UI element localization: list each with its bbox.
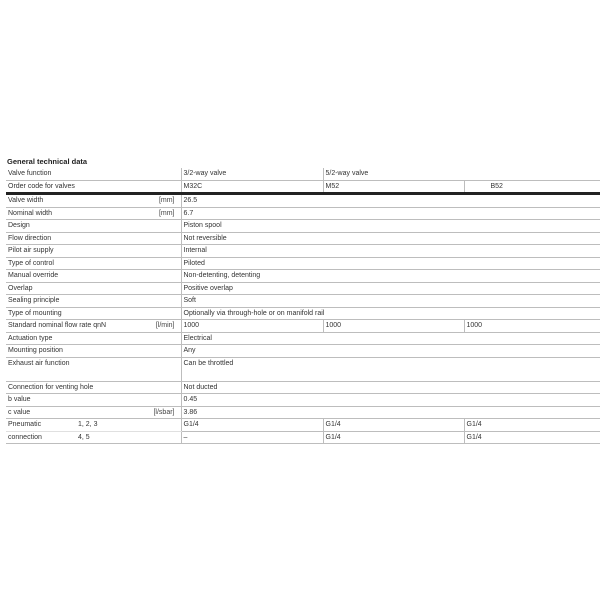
value-mounting-type: Optionally via through-hole or on manifold rail [181,307,600,320]
unit-l-min: [l/min] [155,322,175,329]
value-design: Piston spool [181,220,600,233]
row-flow-direction [6,232,600,245]
label-mounting-type: Type of mounting [6,307,181,320]
code-m32c: M32C [181,180,323,194]
row-sealing [6,295,600,308]
value-mounting-position: Any [181,345,600,358]
label-manual-override: Manual override [6,270,181,283]
row-exhaust [6,357,600,381]
header-3-2-way: 3/2-way valve [181,168,323,180]
value-pneumatic-b-b52: G1/4 [464,431,600,444]
label-actuation: Actuation type [6,332,181,345]
value-pilot-air: Internal [181,245,600,258]
label-pneumatic-a: Pneumatic 1, 2, 3 [6,419,181,432]
value-pneumatic-b-m52: G1/4 [323,431,464,444]
label-exhaust: Exhaust air function [6,357,181,381]
value-exhaust: Can be throttled [181,357,600,381]
label-pneumatic-b: connection 4, 5 [6,431,181,444]
value-c-value: 3.86 [181,406,600,419]
header-5-2-way: 5/2-way valve [323,168,600,180]
unit-mm: [mm] [158,197,175,204]
row-venting [6,381,600,394]
row-valve-function [6,168,600,180]
value-venting: Not ducted [181,381,600,394]
code-m52: M52 [323,180,464,194]
row-pneumatic-b [6,431,600,444]
label-nominal-width: Nominal width [mm] [6,207,181,220]
label-valve-function: Valve function [6,168,181,180]
row-mounting-type [6,307,600,320]
value-sealing: Soft [181,295,600,308]
ports-4-5: 4, 5 [78,433,90,441]
label-c-value: c value [l/sbar] [6,406,181,419]
row-pilot-air [6,245,600,258]
value-pneumatic-a-m52: G1/4 [323,419,464,432]
unit-mm: [mm] [158,209,175,217]
value-actuation: Electrical [181,332,600,345]
label-mounting-position: Mounting position [6,345,181,358]
value-pneumatic-b-m32c: – [181,431,323,444]
value-nominal-width: 6.7 [181,207,600,220]
row-overlap [6,282,600,295]
row-valve-width [6,194,600,208]
row-flow-rate [6,320,600,333]
value-valve-width: 26.5 [181,194,600,208]
label-flow-direction: Flow direction [6,232,181,245]
label-valve-width: Valve width [mm] [6,194,181,208]
label-b-value: b value [6,394,181,407]
row-order-code [6,180,600,194]
row-pneumatic-a [6,419,600,432]
technical-data-table [6,168,600,444]
row-actuation [6,332,600,345]
technical-data-sheet [6,156,600,444]
value-manual-override: Non-detenting, detenting [181,270,600,283]
row-b-value [6,394,600,407]
value-flow-rate-m32c: 1000 [181,320,323,333]
unit-l-sbar: [l/sbar] [153,408,175,416]
label-design: Design [6,220,181,233]
label-venting: Connection for venting hole [6,381,181,394]
label-sealing: Sealing principle [6,295,181,308]
label-pilot-air: Pilot air supply [6,245,181,258]
value-pneumatic-a-b52: G1/4 [464,419,600,432]
value-b-value: 0.45 [181,394,600,407]
row-c-value [6,406,600,419]
label-overlap: Overlap [6,282,181,295]
label-type-control: Type of control [6,257,181,270]
value-flow-rate-b52: 1000 [464,320,600,333]
row-mounting-position [6,345,600,358]
label-flow-rate: Standard nominal flow rate qnN [l/min] [6,320,181,333]
row-nominal-width [6,207,600,220]
value-flow-direction: Not reversible [181,232,600,245]
row-type-control [6,257,600,270]
ports-1-2-3: 1, 2, 3 [78,421,98,428]
value-pneumatic-a-m32c: G1/4 [181,419,323,432]
row-manual-override [6,270,600,283]
value-flow-rate-m52: 1000 [323,320,464,333]
row-design [6,220,600,233]
section-title: General technical data [7,157,88,166]
value-type-control: Piloted [181,257,600,270]
label-order-code: Order code for valves [6,180,181,194]
value-overlap: Positive overlap [181,282,600,295]
code-b52: B52 [464,180,600,194]
